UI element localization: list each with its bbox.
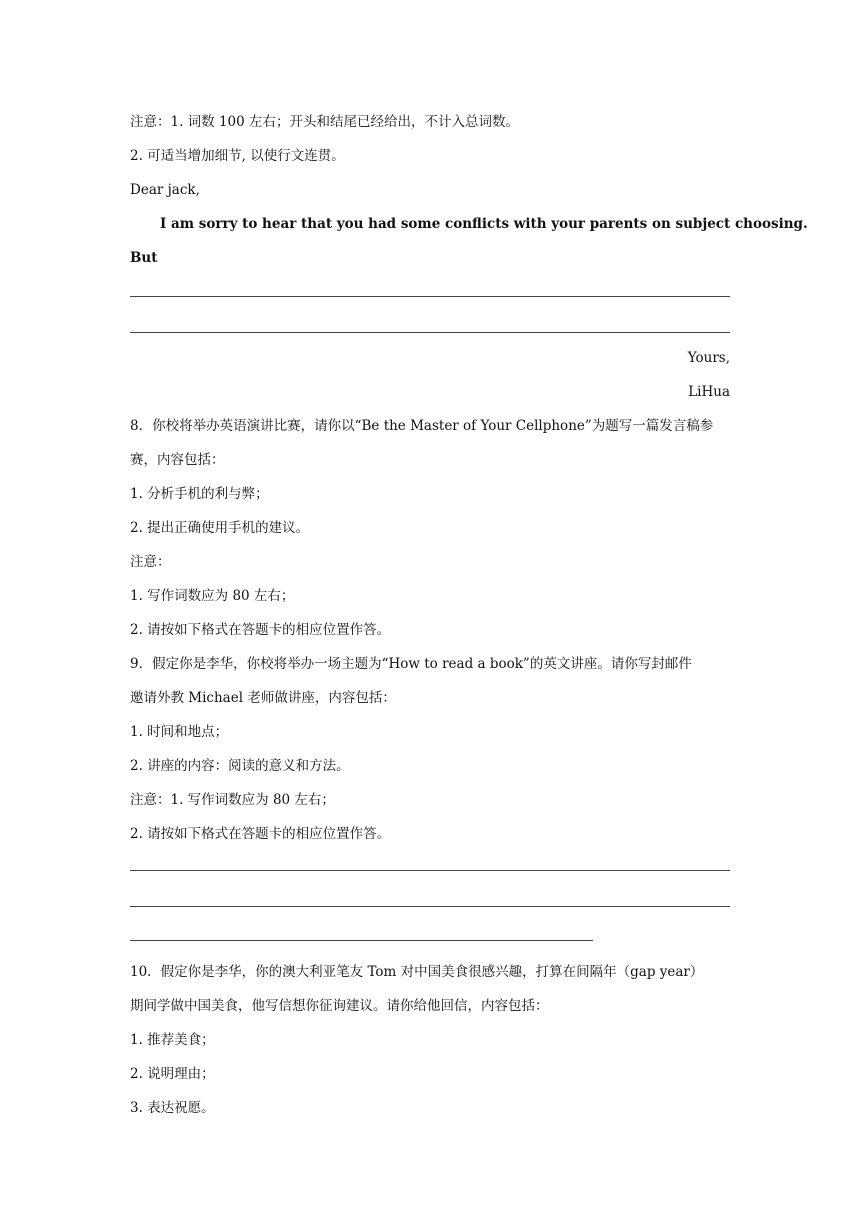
q8-prompt-line2: 赛，内容包括：: [130, 452, 225, 468]
q8-note-2: 2. 请按如下格式在答题卡的相应位置作答。: [130, 622, 391, 638]
q10-item-3: 3. 表达祝愿。: [130, 1100, 215, 1116]
answer-line: [130, 296, 730, 297]
letter-salutation: Dear jack,: [130, 182, 200, 198]
q8-note-1: 1. 写作词数应为 80 左右；: [130, 588, 295, 604]
q9-prompt-line2: 邀请外教 Michael 老师做讲座，内容包括：: [130, 690, 396, 706]
q8-note-label: 注意：: [130, 554, 171, 570]
q9-item-1: 1. 时间和地点；: [130, 724, 229, 740]
q8-item-1: 1. 分析手机的利与弊；: [130, 486, 269, 502]
q9-note-1: 注意：1. 写作词数应为 80 左右；: [130, 792, 335, 808]
q9-item-2: 2. 讲座的内容：阅读的意义和方法。: [130, 758, 350, 774]
letter-closing: Yours,: [687, 350, 730, 366]
q10-prompt-line1: 10．假定你是李华，你的澳大利亚笔友 Tom 对中国美食很感兴趣，打算在间隔年（gap year）: [130, 964, 704, 980]
q9-note-2: 2. 请按如下格式在答题卡的相应位置作答。: [130, 826, 391, 842]
q9-prompt-line1: 9．假定你是李华，你校将举办一场主题为“How to read a book”的英文讲座。请你写封邮件: [130, 656, 692, 672]
answer-line: [130, 870, 730, 871]
q8-prompt-line1: 8．你校将举办英语演讲比赛，请你以“Be the Master of Your Cellphone”为题写一篇发言稿参: [130, 418, 714, 434]
q10-prompt-line2: 期间学做中国美食，他写信想你征询建议。请你给他回信，内容包括：: [130, 998, 549, 1014]
q10-item-1: 1. 推荐美食；: [130, 1032, 215, 1048]
note-add-details: 2. 可适当增加细节, 以使行文连贯。: [130, 148, 345, 164]
q10-item-2: 2. 说明理由；: [130, 1066, 215, 1082]
answer-line: [130, 332, 730, 333]
letter-opening: I am sorry to hear that you had some conflicts with your parents on subject choosing.: [160, 216, 808, 232]
letter-signature: LiHua: [688, 384, 730, 400]
q8-item-2: 2. 提出正确使用手机的建议。: [130, 520, 310, 536]
letter-but: But: [130, 250, 158, 266]
answer-line: [130, 906, 730, 907]
note-word-count: 注意：1. 词数 100 左右；开头和结尾已经给出，不计入总词数。: [130, 114, 520, 130]
answer-line: [130, 940, 593, 941]
